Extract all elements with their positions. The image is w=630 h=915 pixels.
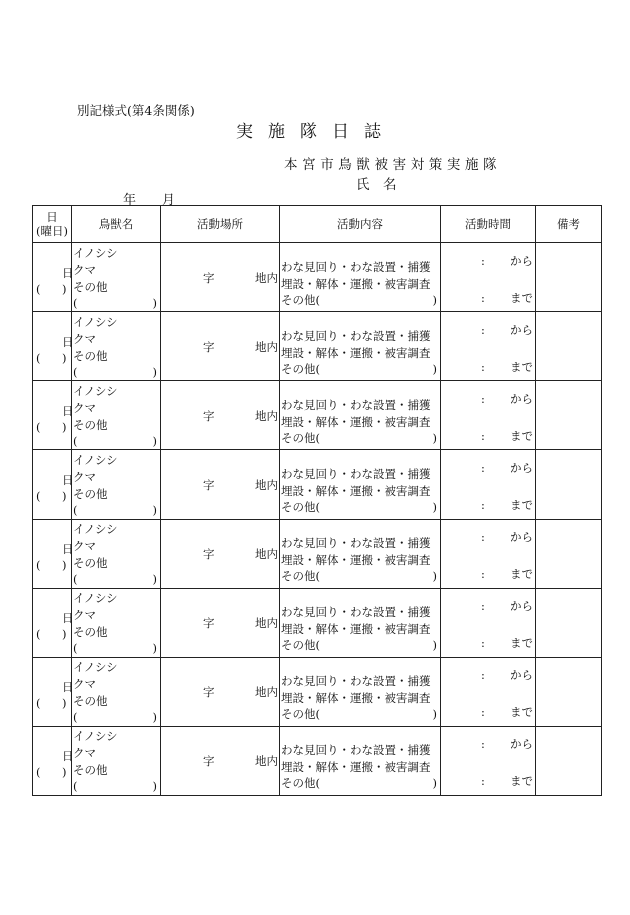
day-unit: 日 [62,403,74,418]
place-aza-label: 字 [203,270,215,285]
place-chinai-label: 地内 [255,616,278,631]
animal-cell[interactable] [72,519,161,588]
header-remarks: 備考 [536,206,602,243]
time-to-label: まで [510,774,533,789]
day-unit: 日 [62,472,74,487]
place-cell[interactable] [161,450,280,519]
animal-other-paren-close: ) [152,572,157,587]
animal-option-other: その他 [73,625,108,640]
time-to-label: まで [510,567,533,582]
start-time-colon: : [481,737,485,752]
weekday-paren-open: ( [36,558,41,573]
content-line-1: わな見回り・わな設置・捕獲 [281,466,431,481]
content-line-2: 埋設・解体・運搬・被害調査 [281,553,431,568]
animal-other-paren-close: ) [152,433,157,448]
remarks-cell[interactable] [536,726,602,795]
content-line-1: わな見回り・わな設置・捕獲 [281,536,431,551]
content-other-label: その他( [281,569,320,584]
time-from-label: から [510,322,533,337]
animal-other-paren-close: ) [152,779,157,794]
animal-option-other: その他 [73,279,108,294]
content-cell[interactable] [280,243,441,312]
animal-cell[interactable] [72,450,161,519]
document-title: 実施隊日誌 [236,122,396,142]
content-line-1: わな見回り・わな設置・捕獲 [281,605,431,620]
time-from-label: から [510,391,533,406]
weekday-paren-open: ( [36,350,41,365]
animal-other-paren-open: ( [73,364,78,379]
place-cell[interactable] [161,588,280,657]
animal-other-paren-open: ( [73,572,78,587]
weekday-paren-open: ( [36,419,41,434]
organization-name: 本宮市鳥獣被害対策実施隊 [284,157,502,173]
content-other-label: その他( [281,292,320,307]
animal-option-other: その他 [73,694,108,709]
time-cell[interactable] [441,312,536,381]
time-from-label: から [510,737,533,752]
start-time-colon: : [481,253,485,268]
animal-other-paren-open: ( [73,433,78,448]
table-row [33,588,602,657]
place-chinai-label: 地内 [255,754,278,769]
content-other-paren-close: ) [432,292,437,307]
place-chinai-label: 地内 [255,270,278,285]
day-unit: 日 [62,680,74,695]
place-aza-label: 字 [203,408,215,423]
animal-other-paren-open: ( [73,710,78,725]
content-line-1: わな見回り・わな設置・捕獲 [281,328,431,343]
content-line-2: 埋設・解体・運搬・被害調査 [281,483,431,498]
place-cell[interactable] [161,243,280,312]
time-cell[interactable] [441,381,536,450]
content-other-paren-close: ) [432,707,437,722]
day-unit: 日 [62,611,74,626]
content-other-label: その他( [281,361,320,376]
table-row [33,312,602,381]
place-cell[interactable] [161,726,280,795]
animal-option-other: その他 [73,763,108,778]
animal-other-paren-close: ) [152,641,157,656]
time-from-label: から [510,599,533,614]
content-other-paren-close: ) [432,361,437,376]
end-time-colon: : [481,359,485,374]
start-time-colon: : [481,322,485,337]
content-other-paren-close: ) [432,569,437,584]
content-cell[interactable] [280,588,441,657]
weekday-paren-close: ) [62,350,67,365]
weekday-paren-open: ( [36,488,41,503]
time-cell[interactable] [441,726,536,795]
animal-option-boar: イノシシ [73,660,118,675]
animal-cell[interactable] [72,381,161,450]
animal-option-bear: クマ [73,746,96,761]
end-time-colon: : [481,636,485,651]
animal-other-paren-close: ) [152,295,157,310]
time-to-label: まで [510,290,533,305]
content-cell[interactable] [280,726,441,795]
animal-other-paren-close: ) [152,502,157,517]
content-line-2: 埋設・解体・運搬・被害調査 [281,691,431,706]
content-line-1: わな見回り・わな設置・捕獲 [281,743,431,758]
day-unit: 日 [62,334,74,349]
animal-other-paren-open: ( [73,779,78,794]
time-to-label: まで [510,497,533,512]
content-other-label: その他( [281,707,320,722]
animal-option-boar: イノシシ [73,245,118,260]
start-time-colon: : [481,391,485,406]
animal-option-boar: イノシシ [73,591,118,606]
time-to-label: まで [510,636,533,651]
day-cell[interactable] [33,243,72,312]
day-unit: 日 [62,265,74,280]
place-chinai-label: 地内 [255,339,278,354]
table-row [33,726,602,795]
time-cell[interactable] [441,588,536,657]
header-content: 活動内容 [280,206,441,243]
content-line-2: 埋設・解体・運搬・被害調査 [281,345,431,360]
content-line-1: わな見回り・わな設置・捕獲 [281,259,431,274]
day-cell[interactable] [33,657,72,726]
animal-cell[interactable] [72,726,161,795]
content-line-2: 埋設・解体・運搬・被害調査 [281,414,431,429]
form-reference: 別記様式(第4条関係) [77,103,195,118]
animal-cell[interactable] [72,243,161,312]
time-from-label: から [510,668,533,683]
place-aza-label: 字 [203,339,215,354]
weekday-paren-close: ) [62,558,67,573]
place-cell[interactable] [161,657,280,726]
time-to-label: まで [510,705,533,720]
end-time-colon: : [481,497,485,512]
start-time-colon: : [481,668,485,683]
weekday-paren-close: ) [62,696,67,711]
day-cell[interactable] [33,312,72,381]
start-time-colon: : [481,460,485,475]
content-other-label: その他( [281,638,320,653]
content-cell[interactable] [280,312,441,381]
table-row [33,519,602,588]
day-cell[interactable] [33,381,72,450]
remarks-cell[interactable] [536,450,602,519]
animal-other-paren-close: ) [152,710,157,725]
time-cell[interactable] [441,450,536,519]
animal-other-paren-close: ) [152,364,157,379]
table-row [33,381,602,450]
weekday-paren-open: ( [36,765,41,780]
content-cell[interactable] [280,657,441,726]
animal-other-paren-open: ( [73,641,78,656]
animal-option-other: その他 [73,486,108,501]
time-cell[interactable] [441,657,536,726]
animal-option-boar: イノシシ [73,314,118,329]
animal-option-bear: クマ [73,677,96,692]
header-time: 活動時間 [441,206,536,243]
place-chinai-label: 地内 [255,685,278,700]
start-time-colon: : [481,530,485,545]
place-aza-label: 字 [203,616,215,631]
animal-option-other: その他 [73,556,108,571]
name-label: 氏 名 [356,177,397,193]
table-row [33,243,602,312]
place-chinai-label: 地内 [255,408,278,423]
content-line-2: 埋設・解体・運搬・被害調査 [281,760,431,775]
animal-option-bear: クマ [73,539,96,554]
header-row [33,206,602,243]
content-other-label: その他( [281,430,320,445]
remarks-cell[interactable] [536,519,602,588]
animal-cell[interactable] [72,657,161,726]
content-cell[interactable] [280,381,441,450]
content-other-paren-close: ) [432,638,437,653]
animal-option-bear: クマ [73,262,96,277]
table-row [33,657,602,726]
weekday-paren-close: ) [62,419,67,434]
end-time-colon: : [481,428,485,443]
time-from-label: から [510,253,533,268]
time-cell[interactable] [441,519,536,588]
weekday-paren-close: ) [62,765,67,780]
animal-option-boar: イノシシ [73,452,118,467]
place-chinai-label: 地内 [255,477,278,492]
time-to-label: まで [510,428,533,443]
remarks-cell[interactable] [536,243,602,312]
content-other-paren-close: ) [432,430,437,445]
header-place: 活動場所 [161,206,280,243]
time-from-label: から [510,530,533,545]
day-cell[interactable] [33,726,72,795]
end-time-colon: : [481,705,485,720]
remarks-cell[interactable] [536,381,602,450]
remarks-cell[interactable] [536,588,602,657]
day-unit: 日 [62,542,74,557]
animal-option-boar: イノシシ [73,522,118,537]
content-line-1: わな見回り・わな設置・捕獲 [281,674,431,689]
time-from-label: から [510,460,533,475]
weekday-paren-open: ( [36,281,41,296]
animal-option-bear: クマ [73,331,96,346]
weekday-paren-open: ( [36,696,41,711]
header-day-bottom: (曜日) [36,224,68,238]
content-other-label: その他( [281,499,320,514]
place-cell[interactable] [161,312,280,381]
animal-option-bear: クマ [73,469,96,484]
animal-other-paren-open: ( [73,502,78,517]
day-unit: 日 [62,749,74,764]
remarks-cell[interactable] [536,312,602,381]
end-time-colon: : [481,774,485,789]
content-other-label: その他( [281,776,320,791]
content-other-paren-close: ) [432,776,437,791]
place-cell[interactable] [161,519,280,588]
animal-option-bear: クマ [73,608,96,623]
day-cell[interactable] [33,588,72,657]
animal-option-other: その他 [73,348,108,363]
content-other-paren-close: ) [432,499,437,514]
content-cell[interactable] [280,519,441,588]
day-cell[interactable] [33,450,72,519]
place-aza-label: 字 [203,477,215,492]
year-month-label: 年 月 [123,193,176,208]
header-animal: 鳥獣名 [72,206,161,243]
animal-other-paren-open: ( [73,295,78,310]
place-aza-label: 字 [203,547,215,562]
weekday-paren-open: ( [36,627,41,642]
weekday-paren-close: ) [62,281,67,296]
time-cell[interactable] [441,243,536,312]
content-line-1: わな見回り・わな設置・捕獲 [281,397,431,412]
time-to-label: まで [510,359,533,374]
end-time-colon: : [481,290,485,305]
place-aza-label: 字 [203,754,215,769]
header-day [33,206,72,243]
animal-option-other: その他 [73,417,108,432]
table-row [33,450,602,519]
content-line-2: 埋設・解体・運搬・被害調査 [281,276,431,291]
activity-log-table [32,205,602,796]
animal-option-bear: クマ [73,400,96,415]
animal-cell[interactable] [72,588,161,657]
end-time-colon: : [481,567,485,582]
animal-option-boar: イノシシ [73,383,118,398]
place-chinai-label: 地内 [255,547,278,562]
start-time-colon: : [481,599,485,614]
day-cell[interactable] [33,519,72,588]
header-day-top: 日 [46,210,58,224]
animal-cell[interactable] [72,312,161,381]
animal-option-boar: イノシシ [73,729,118,744]
content-cell[interactable] [280,450,441,519]
place-cell[interactable] [161,381,280,450]
content-line-2: 埋設・解体・運搬・被害調査 [281,622,431,637]
weekday-paren-close: ) [62,488,67,503]
remarks-cell[interactable] [536,657,602,726]
place-aza-label: 字 [203,685,215,700]
weekday-paren-close: ) [62,627,67,642]
